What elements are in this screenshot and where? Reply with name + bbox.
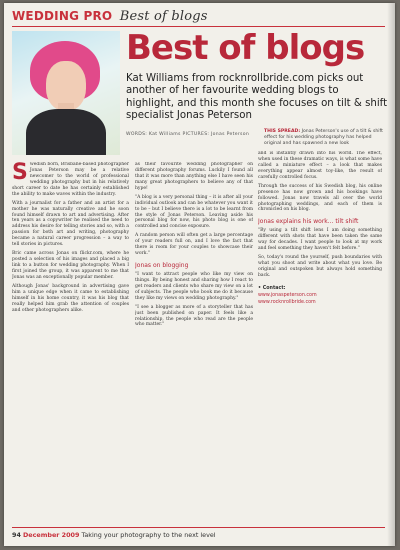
contact-link[interactable]: www.rocknrollbride.com bbox=[258, 300, 316, 306]
body-paragraph: A random person will often get a large percentage of your readers full on, and I love the fact that there is room for your couples to showcase their work." bbox=[135, 233, 253, 257]
subsection-label: Best of blogs bbox=[119, 9, 208, 24]
section-tag bbox=[12, 9, 208, 24]
subhead-blogging: Jonas on blogging bbox=[135, 262, 189, 270]
body-paragraph: "By using a tilt shift lens I am doing something different with shots that have been taken the same way for decades. I want people to look at my work and feel something they haven't felt before." bbox=[258, 228, 382, 252]
header-rule bbox=[12, 26, 385, 27]
page-footer bbox=[12, 531, 216, 539]
body-paragraph: "I want to attract people who like my view on things. By being honest and sharing how I react to get readers and clients who share my view on a lot of subjects. The people who book me do it because they like my views on wedding photography." bbox=[135, 271, 253, 301]
contact-heading: • Contact: bbox=[258, 285, 286, 291]
body-paragraph: So, today's round the yourself, push boundaries with what you shoot and write about what you love. Be original and outspoken but always hold something back. bbox=[258, 255, 382, 278]
article-standfirst: Kat Williams from rocknrollbride.com picks out another of her favourite wedding blogs to highlight, and this month she focuses on tilt & shift specialist Jonas Peterson bbox=[126, 73, 388, 122]
subhead-tilt-shift: Jonas explains his work... tilt shift bbox=[258, 218, 359, 226]
body-paragraph: Swedish born, Brisbane-based photographer Jonas Peterson may be a relative newcomer to the world of professional wedding photography but in his relatively short career to date he has certainly established the ability to make waves within the industry. bbox=[12, 162, 129, 197]
spread-caption bbox=[264, 129, 386, 147]
body-column-2 bbox=[135, 162, 253, 522]
caption-title: THIS SPREAD: bbox=[264, 129, 301, 134]
contact-box bbox=[258, 285, 382, 307]
body-paragraph: "I see a blogger as more of a storyteller that has just been published on paper. It feels like a relationship, the people who read are the people who matter." bbox=[135, 304, 253, 328]
body-paragraph: "A blog is a very personal thing – it is after all your individual outlook and can be whatever you want it to be – but I believe there is a lot to be learnt from the style of Jonas Peterson. Leaving aside his personal blog for now, his photo blog is one of controlled and concise exposure. bbox=[135, 194, 253, 230]
issue-month: December 2009 bbox=[22, 531, 80, 539]
article-byline: WORDS: Kat Williams PICTURES: Jonas Peterson bbox=[126, 132, 250, 137]
body-column-3 bbox=[258, 151, 382, 511]
page-number: 94 bbox=[12, 531, 21, 539]
body-column-1 bbox=[12, 162, 129, 522]
page-spine-shadow bbox=[387, 3, 395, 546]
magazine-page bbox=[4, 3, 395, 546]
article-headline: Best of blogs bbox=[126, 28, 365, 68]
body-paragraph: With a journalist for a father and an artist for a mother he was naturally creative and he soon found himself drawn to art and advertising. After ten years as a copywriter he realised the need to address his desire for telling stories and so, with a passion for both art and writing, photography became a natural career progression – a way to tell stories in pictures. bbox=[12, 200, 129, 248]
caption-text: Jonas Peterson's use of a tilt & shift effect for his wedding photography has helped original and has spawned a new look bbox=[264, 129, 383, 146]
section-label: WEDDING PRO bbox=[12, 9, 113, 23]
footer-tagline: Taking your photography to the next level bbox=[81, 531, 216, 539]
footer-rule bbox=[12, 527, 385, 528]
drop-cap: S bbox=[12, 162, 28, 185]
body-paragraph: Bric came across Jonas on flickr.com, where he posted a selection of his images and placed a big link to a button for wedding photography. When I first joined the group, it was apparent to me that Jonas was an exceptionally popular member. bbox=[12, 251, 129, 280]
portrait-body bbox=[26, 109, 106, 155]
body-paragraph: and is instantly drawn into his world. The effect, when used in these dramatic ways, is what some have called a miniature effect – a look that makes everything appear almost toy-like, the result of carefully controlled focus. bbox=[258, 151, 382, 180]
portrait-photo bbox=[12, 31, 120, 155]
body-paragraph: Although Jonas' background in advertising gave him a unique edge when it came to establishing himself in his home country, it was his blog that really helped him grab the attention of couples and other photographers alike. bbox=[12, 283, 129, 313]
contact-link[interactable]: www.jonaspeterson.com bbox=[258, 292, 317, 298]
body-paragraph: Through the success of his Swedish blog, his online presence has now grown and his bookings have followed. Jonas now travels all over the world photographing weddings, and each of them is chronicled on his blog. bbox=[258, 183, 382, 213]
body-paragraph: as their favourite wedding photographer on different photography forums. Luckily I found all that it was more than anything else I have seen his many great photographers to believe any of that hype! bbox=[135, 162, 253, 191]
